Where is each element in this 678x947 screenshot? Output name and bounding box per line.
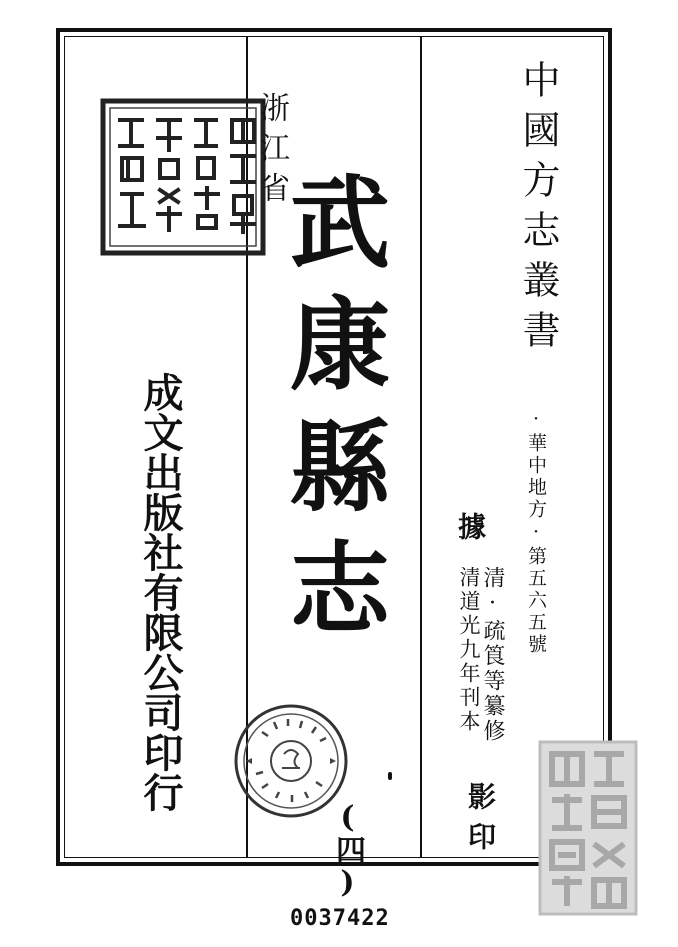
column-divider-right [420, 37, 422, 857]
series-title: 中國方志叢書 [516, 60, 560, 360]
ink-dot [388, 772, 392, 780]
publisher-name: 成文出版社有限公司印行 [137, 372, 184, 812]
province-label: 浙江省 [254, 92, 289, 212]
according-to-label: 據 [454, 512, 487, 540]
square-library-seal [100, 98, 266, 256]
volume-number: ( 四 ) [326, 800, 370, 846]
catalog-number: 0037422 [290, 906, 390, 931]
series-region-number: ·華中地方·第五六五號 [525, 408, 547, 656]
edition-line: 清道光九年刊本 [457, 566, 481, 734]
editors-line: 清·疏筤等纂修 [480, 566, 505, 744]
watermark-stamp [538, 740, 638, 916]
book-title: 武康縣志 [273, 170, 391, 658]
reprint-label: 影印 [464, 782, 497, 862]
